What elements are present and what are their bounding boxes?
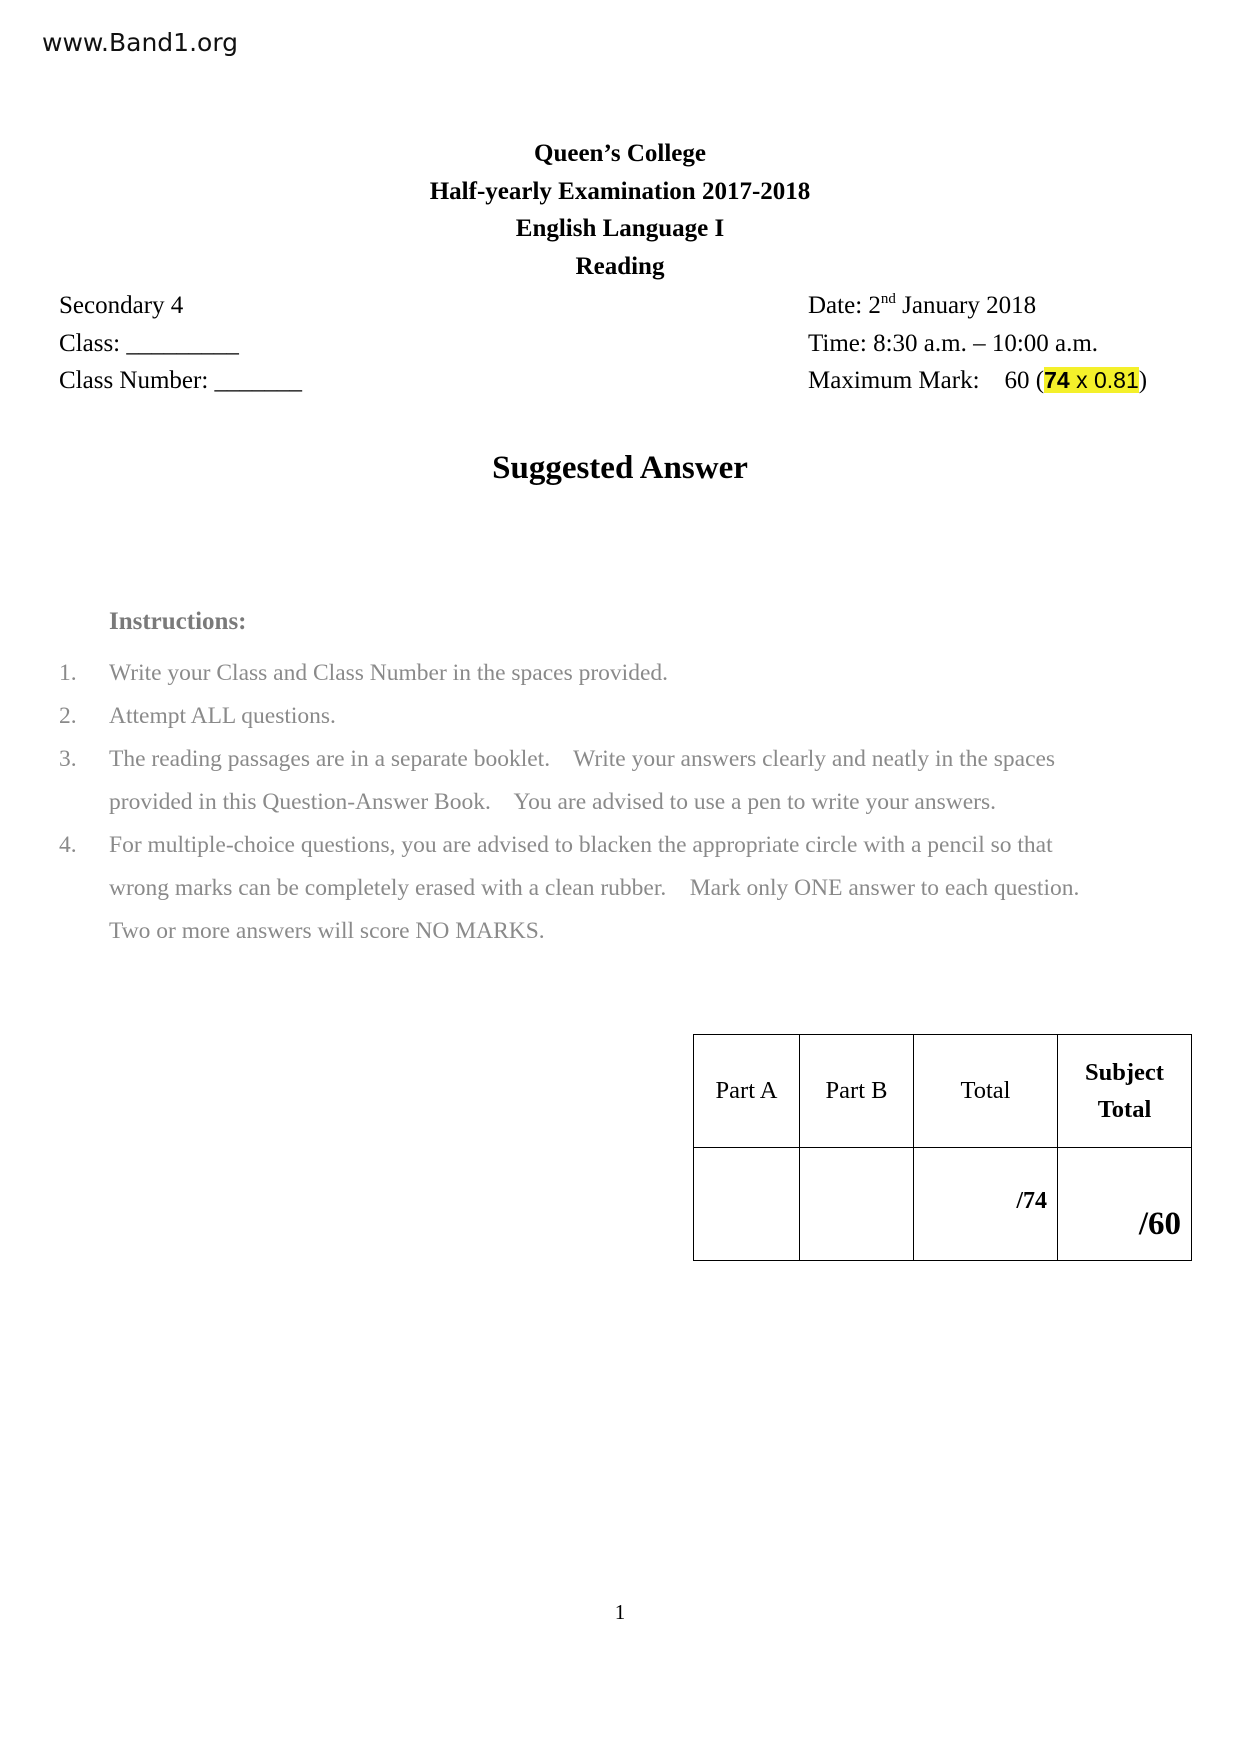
header-part-b: Part B <box>800 1035 914 1148</box>
subject-total-line1: Subject <box>1085 1059 1164 1086</box>
subject-name: English Language I <box>515 215 725 242</box>
page-number: 1 <box>614 1600 626 1624</box>
site-watermark-url: www.Band1.org <box>42 28 239 57</box>
subject-total-score-cell[interactable] <box>1058 1148 1192 1261</box>
max-mark-highlight-bold: 74 <box>1044 367 1070 393</box>
header-subject-total <box>1058 1035 1192 1148</box>
instruction-number: 2. <box>59 703 77 729</box>
instructions-list <box>59 652 1179 953</box>
instruction-item <box>59 695 1179 738</box>
instruction-item <box>59 652 1179 695</box>
max-mark-line <box>808 362 1147 400</box>
instruction-line: For multiple-choice questions, you are advised to blacken the appropriate circle with a pencil so that <box>109 832 1053 858</box>
instruction-line: The reading passages are in a separate booklet. Write your answers clearly and neatly in the spaces <box>109 746 1056 772</box>
header-part-a: Part A <box>694 1035 800 1148</box>
instruction-item <box>59 824 1179 953</box>
max-mark-suffix: ) <box>1138 367 1148 394</box>
date-suffix: January 2018 <box>895 292 1037 319</box>
instruction-number: 1. <box>59 660 77 686</box>
instruction-line: Write your Class and Class Number in the spaces provided. <box>109 660 669 686</box>
marks-table-header-row <box>694 1035 1192 1148</box>
max-mark-highlight-rest: x 0.81 <box>1069 367 1139 393</box>
class-field: Class: _________ <box>59 329 239 357</box>
part-b-score-cell[interactable] <box>800 1148 914 1261</box>
exam-header <box>0 135 1240 285</box>
instruction-line: Attempt ALL questions. <box>109 703 336 729</box>
exam-info <box>808 287 1147 400</box>
part-a-score-cell[interactable] <box>694 1148 800 1261</box>
instruction-line: provided in this Question-Answer Book. You are advised to use a pen to write your answers. <box>109 789 996 815</box>
subject-total-line2: Total <box>1097 1096 1152 1123</box>
instructions-heading: Instructions: <box>109 608 247 635</box>
instruction-number: 3. <box>59 746 77 772</box>
instruction-number: 4. <box>59 832 77 858</box>
school-name: Queen’s College <box>534 140 706 167</box>
marks-table-value-row <box>694 1148 1192 1261</box>
max-mark-prefix: Maximum Mark: 60 ( <box>808 367 1045 394</box>
instruction-item <box>59 738 1179 824</box>
subject-total-max-value: /60 <box>1138 1206 1181 1242</box>
date-line <box>808 287 1147 325</box>
page-title: Suggested Answer <box>492 450 748 486</box>
total-max-value: /74 <box>1016 1188 1047 1214</box>
date-prefix: Date: 2 <box>808 292 881 319</box>
marks-table <box>693 1034 1192 1261</box>
class-number-field: Class Number: _______ <box>59 367 303 394</box>
instruction-line: wrong marks can be completely erased with a clean rubber. Mark only ONE answer to each question. <box>109 875 1080 901</box>
header-total: Total <box>914 1035 1058 1148</box>
instruction-line: Two or more answers will score NO MARKS. <box>109 918 545 944</box>
date-superscript: nd <box>880 291 896 307</box>
total-score-cell[interactable] <box>914 1148 1058 1261</box>
exam-name: Half-yearly Examination 2017-2018 <box>429 177 811 205</box>
time-line: Time: 8:30 a.m. – 10:00 a.m. <box>808 329 1099 357</box>
student-info <box>59 287 302 400</box>
level-label: Secondary 4 <box>59 292 184 319</box>
paper-name: Reading <box>575 252 665 280</box>
max-mark-highlight <box>1044 367 1139 393</box>
